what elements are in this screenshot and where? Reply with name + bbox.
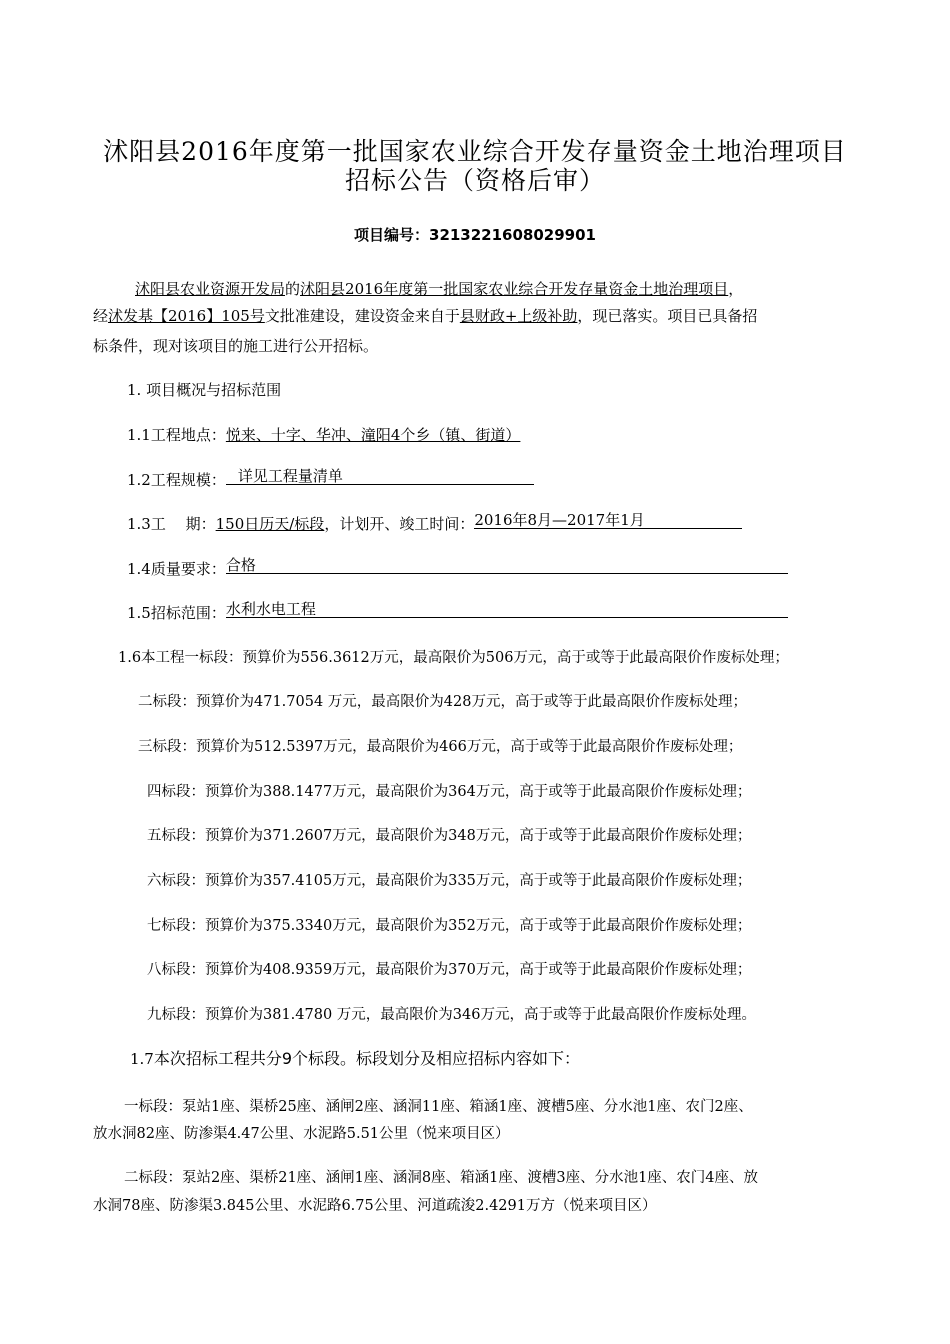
location-label: 1.1工程地点： [127, 426, 226, 444]
document-title-line1: 沭阳县2016年度第一批国家农业综合开发存量资金土地治理项目 [103, 137, 847, 166]
section1-heading: 1. 项目概况与招标范围 [127, 381, 282, 399]
section17-text: 本次招标工程共分9个标段。标段划分及相应招标内容如下： [153, 1049, 581, 1068]
lot1-line2: 放水洞82座、防渗渠4.47公里、水泥路5.51公里（悦来项目区） [93, 1126, 510, 1142]
intro-line-1 [135, 279, 743, 299]
intro-line-2 [93, 306, 757, 326]
section17-number: 1.7 [130, 1050, 154, 1068]
scope-row [127, 602, 788, 623]
quality-blank [226, 558, 788, 574]
lot2-line2: 水洞78座、防渗渠3.845公里、水泥路6.75公里、河道疏浚2.4291万方（悦来项目区） [93, 1198, 657, 1214]
scope-blank [226, 602, 788, 618]
scale-row [127, 469, 534, 490]
scale-label: 1.2工程规模： [127, 471, 226, 489]
section17 [130, 1049, 580, 1069]
document-title-line2: 招标公告（资格后审） [344, 166, 605, 195]
intro-text: ，现已落实。项目已具备招 [577, 307, 758, 325]
period-row [127, 513, 742, 534]
intro-line-3: 标条件，现对该项目的施工进行公开招标。 [93, 337, 379, 355]
quality-label: 1.4质量要求： [127, 560, 226, 578]
bid-lot-6: 六标段：预算价为357.4105万元，最高限价为335万元，高于或等于此最高限价作废标处理； [147, 873, 752, 889]
lot2-line1: 二标段：泵站2座、渠桥21座、涵闸1座、涵洞8座、箱涵1座、渡槽3座、分水池1座、农门4座、放 [124, 1170, 759, 1186]
bid-lot-9: 九标段：预算价为381.4780 万元，最高限价为346万元，高于或等于此最高限价作废标处理。 [147, 1007, 756, 1023]
bid-lot-3: 三标段：预算价为512.5397万元，最高限价为466万元，高于或等于此最高限价作废标处理； [138, 739, 743, 755]
location-value: 悦来、十字、华冲、潼阳4个乡（镇、街道） [225, 426, 521, 444]
quality-row [127, 558, 788, 579]
scale-value: 详见工程量清单 [237, 467, 343, 485]
location-row [127, 425, 520, 445]
project-code: 项目编号：3213221608029901 [354, 226, 596, 244]
bid-lot-8: 八标段：预算价为408.9359万元，最高限价为370万元，高于或等于此最高限价作废标处理； [147, 962, 752, 978]
bid-lot-1: 1.6本工程一标段：预算价为556.3612万元，最高限价为506万元，高于或等于此最高限价作废标处理； [118, 650, 789, 666]
schedule-blank [474, 513, 742, 529]
tenderer-name: 沭阳县农业资源开发局 [135, 280, 286, 298]
period-mid-text: ，计划开、竣工时间： [324, 515, 475, 533]
period-value: 150日历天/标段 [215, 515, 325, 533]
intro-text: 经 [93, 307, 109, 325]
schedule-value: 2016年8月—2017年1月 [474, 511, 645, 529]
scope-value: 水利水电工程 [225, 600, 316, 618]
funding-source: 县财政+上级补助 [459, 307, 578, 325]
scale-value-blank [226, 469, 534, 485]
bid-lot-4: 四标段：预算价为388.1477万元，最高限价为364万元，高于或等于此最高限价作废标处理； [147, 784, 752, 800]
bid-lot-5: 五标段：预算价为371.2607万元，最高限价为348万元，高于或等于此最高限价作废标处理； [147, 828, 752, 844]
quality-value: 合格 [225, 556, 256, 574]
intro-text: 的 [285, 280, 301, 298]
intro-text: 文批准建设，建设资金来自于 [264, 307, 460, 325]
approval-doc: 沭发基【2016】105号 [108, 307, 265, 325]
intro-text: ， [728, 280, 744, 298]
scope-label: 1.5招标范围： [127, 604, 226, 622]
period-label: 1.3工 期： [127, 515, 216, 533]
bid-lot-7: 七标段：预算价为375.3340万元，最高限价为352万元，高于或等于此最高限价作废标处理； [147, 918, 752, 934]
lot1-line1: 一标段：泵站1座、渠桥25座、涵闸2座、涵洞11座、箱涵1座、渡槽5座、分水池1座、农门2座、 [124, 1099, 753, 1115]
bid-lot-2: 二标段：预算价为471.7054 万元，最高限价为428万元，高于或等于此最高限价作废标处理； [138, 694, 747, 710]
project-name: 沭阳县2016年度第一批国家农业综合开发存量资金土地治理项目 [300, 280, 729, 298]
